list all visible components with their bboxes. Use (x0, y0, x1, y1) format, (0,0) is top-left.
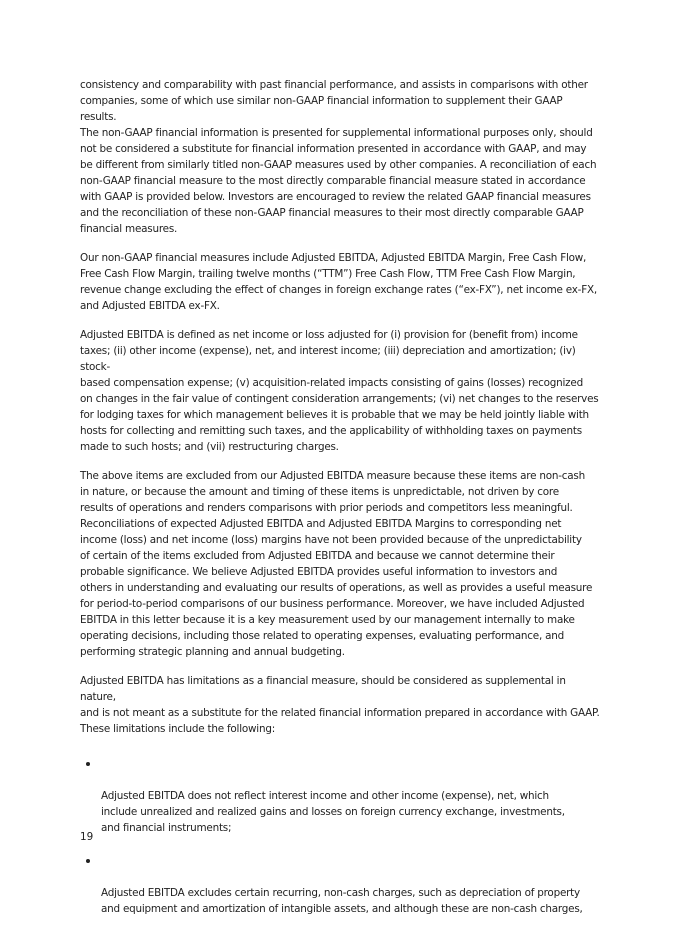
paragraph-gaap-context: consistency and comparability with past financial performance, and assists in comparisons with other companies, some of which use similar non-GAAP financial information to supplement their GAAP results. The non-GAAP financial information is presented for supplemental informational purposes only, should not be considered a substitute for financial information presented in accordance with GAAP, and may be different from similarly titled non-GAAP measures used by other companies. A reconciliation of each non-GAAP financial measure to the most directly comparable financial measure stated in accordance with GAAP is provided below. Investors are encouraged to review the related GAAP financial measures and the reconciliation of these non-GAAP financial measures to their most directly comparable GAAP financial measures. (80, 79, 597, 235)
page-number: 19 (80, 831, 94, 843)
list-item (80, 756, 600, 836)
list-item-text: Adjusted EBITDA excludes certain recurring, non-cash charges, such as depreciation of property and equipment and amortization of intangible assets, and although these are non-cash charges, (101, 887, 583, 915)
list-item-text: Adjusted EBITDA does not reflect interest income and other income (expense), net, which include unrealized and realized gains and losses on foreign currency exchange, investments, and financial instruments; (101, 790, 565, 834)
bullet-icon (86, 859, 90, 863)
paragraph-excluded-items: The above items are excluded from our Adjusted EBITDA measure because these items are non-cash in nature, or because the amount and timing of these items is unpredictable, not driven by core results of operations and renders comparisons with prior periods and competitors less meaningful. Reconciliations of expected Adjusted EBITDA and Adjusted EBITDA Margins to corresponding net income (loss) and net income (loss) margins have not been provided because of the unpredictability of certain of the items excluded from Adjusted EBITDA and because we cannot determine their probable significance. We believe Adjusted EBITDA provides useful information to investors and others in understanding and evaluating our results of operations, as well as provides a useful measure for period-to-period comparisons of our business performance. Moreover, we have included Adjusted EBITDA in this letter because it is a key measurement used by our management internally to make operating decisions, including those related to operating expenses, evaluating performance, and performing strategic planning and annual budgeting. (80, 470, 593, 658)
body-text (80, 77, 600, 934)
paragraph-limitations: Adjusted EBITDA has limitations as a financial measure, should be considered as supplemental in nature, and is not meant as a substitute for the related financial information prepared in accordance with GAAP. These limitations include the following: (80, 675, 600, 735)
paragraph-non-gaap-measures: Our non-GAAP financial measures include Adjusted EBITDA, Adjusted EBITDA Margin, Free Cash Flow, Free Cash Flow Margin, trailing twelve months (“TTM”) Free Cash Flow, TTM Free Cash Flow Margin, revenue change excluding the effect of changes in foreign exchange rates (“ex-FX”), net income ex-FX, and Adjusted EBITDA ex-FX. (80, 252, 597, 312)
bullet-icon (86, 762, 90, 766)
limitations-list (80, 756, 600, 917)
paragraph-adjusted-ebitda-definition: Adjusted EBITDA is defined as net income or loss adjusted for (i) provision for (benefit from) income taxes; (ii) other income (expense), net, and interest income; (iii) depreciation and amortization; (iv) stock- based compensation expense; (v) acquisition-related impacts consisting of gains (losses) recognized on changes in the fair value of contingent consideration arrangements; (vi) net changes to the reserves for lodging taxes for which management believes it is probable that we may be held jointly liable with hosts for collecting and remitting such taxes, and the applicability of withholding taxes on payments made to such hosts; and (vii) restructuring charges. (80, 329, 599, 453)
list-item (80, 853, 600, 917)
